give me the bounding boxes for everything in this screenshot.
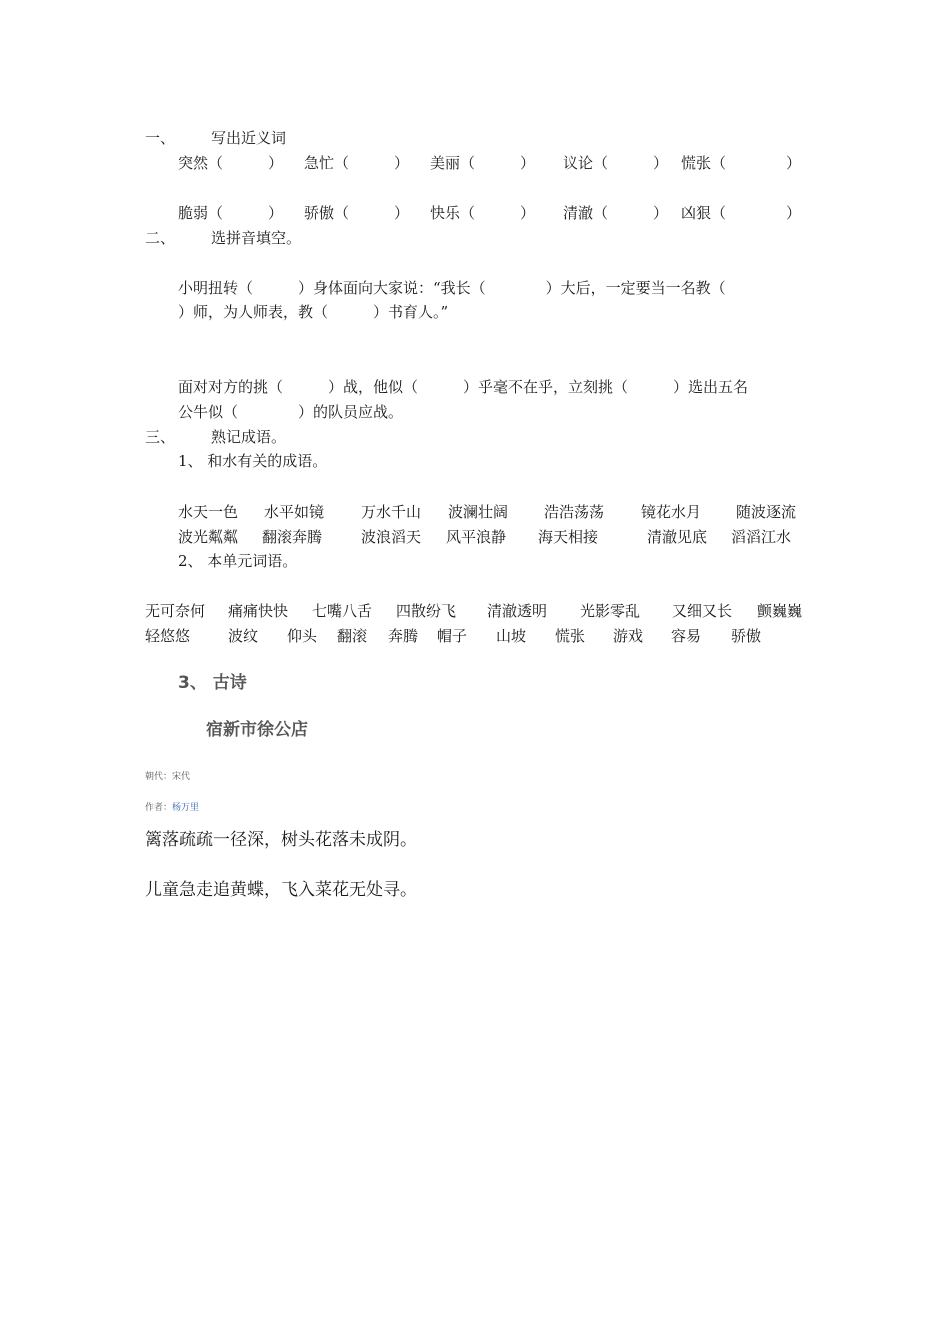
dynasty-label: 朝代： — [145, 772, 173, 782]
synonym-item: 美丽（ ） — [430, 154, 536, 172]
idiom: 清澈见底 — [647, 528, 708, 546]
vocab-word: 痛痛快快 — [228, 602, 289, 620]
idiom: 水天一色 — [178, 503, 239, 521]
vocab-word: 波纹 — [228, 627, 259, 645]
poem-line: 篱落疏疏一径深，树头花落未成阴。 — [145, 830, 417, 850]
idiom: 水平如镜 — [264, 503, 325, 521]
section-number: 二、 — [145, 229, 176, 247]
poem-heading: 3、 古诗 — [178, 673, 247, 693]
pinyin-sentence-line: ）师，为人师表，教（ ）书育人。” — [178, 303, 449, 321]
section-number: 三、 — [145, 428, 176, 446]
poem-author — [145, 798, 199, 818]
vocab-word: 颤巍巍 — [757, 602, 803, 620]
vocab-word: 轻悠悠 — [145, 627, 191, 645]
vocab-word: 翻滚 — [337, 627, 368, 645]
idiom: 波浪滔天 — [361, 528, 422, 546]
idiom: 镜花水月 — [641, 503, 702, 521]
vocab-word: 骄傲 — [731, 627, 762, 645]
vocab-word: 慌张 — [555, 627, 586, 645]
synonym-item: 凶狠（ ） — [681, 204, 802, 222]
idiom: 波澜壮阔 — [448, 503, 509, 521]
subsection-title: 1、 和水有关的成语。 — [178, 452, 328, 470]
idiom: 波光粼粼 — [178, 528, 239, 546]
idiom: 风平浪静 — [446, 528, 507, 546]
idiom: 万水千山 — [361, 503, 422, 521]
idiom: 随波逐流 — [736, 503, 797, 521]
synonym-item: 议论（ ） — [563, 154, 669, 172]
vocab-word: 奔腾 — [388, 627, 419, 645]
vocab-word: 游戏 — [613, 627, 644, 645]
poem-title: 宿新市徐公店 — [206, 720, 308, 740]
vocab-word: 光影零乱 — [580, 602, 641, 620]
idiom: 滔滔江水 — [731, 528, 792, 546]
subsection-title: 2、 本单元词语。 — [178, 552, 298, 570]
vocab-word: 七嘴八舌 — [312, 602, 373, 620]
vocab-word: 无可奈何 — [145, 602, 206, 620]
section-title: 写出近义词 — [211, 129, 287, 147]
poem-dynasty — [145, 767, 190, 787]
section-title: 熟记成语。 — [211, 428, 287, 446]
author-label: 作者： — [145, 803, 173, 813]
vocab-word: 帽子 — [437, 627, 468, 645]
synonym-item: 脆弱（ ） — [178, 204, 284, 222]
idiom: 海天相接 — [538, 528, 599, 546]
vocab-word: 清澈透明 — [487, 602, 548, 620]
pinyin-sentence-line: 小明扭转（ ）身体面向大家说：“我长（ ）大后，一定要当一名教（ — [178, 279, 726, 297]
vocab-word: 山坡 — [496, 627, 527, 645]
pinyin-sentence-line: 公牛似（ ）的队员应战。 — [178, 403, 404, 421]
synonym-item: 骄傲（ ） — [304, 204, 410, 222]
synonym-item: 快乐（ ） — [430, 204, 536, 222]
synonym-item: 慌张（ ） — [681, 154, 802, 172]
dynasty-value: 宋代 — [172, 772, 191, 782]
vocab-word: 仰头 — [287, 627, 318, 645]
author-link[interactable]: 杨万里 — [172, 803, 200, 813]
poem-line: 儿童急走追黄蝶，飞入菜花无处寻。 — [145, 880, 417, 900]
vocab-word: 四散纷飞 — [396, 602, 457, 620]
synonym-item: 清澈（ ） — [563, 204, 669, 222]
synonym-item: 突然（ ） — [178, 154, 284, 172]
section-number: 一、 — [145, 129, 176, 147]
synonym-item: 急忙（ ） — [304, 154, 410, 172]
vocab-word: 容易 — [671, 627, 702, 645]
idiom: 浩浩荡荡 — [544, 503, 605, 521]
idiom: 翻滚奔腾 — [262, 528, 323, 546]
section-title: 选拼音填空。 — [211, 229, 302, 247]
vocab-word: 又细又长 — [672, 602, 733, 620]
pinyin-sentence-line: 面对对方的挑（ ）战，他似（ ）乎毫不在乎，立刻挑（ ）选出五名 — [178, 378, 749, 396]
